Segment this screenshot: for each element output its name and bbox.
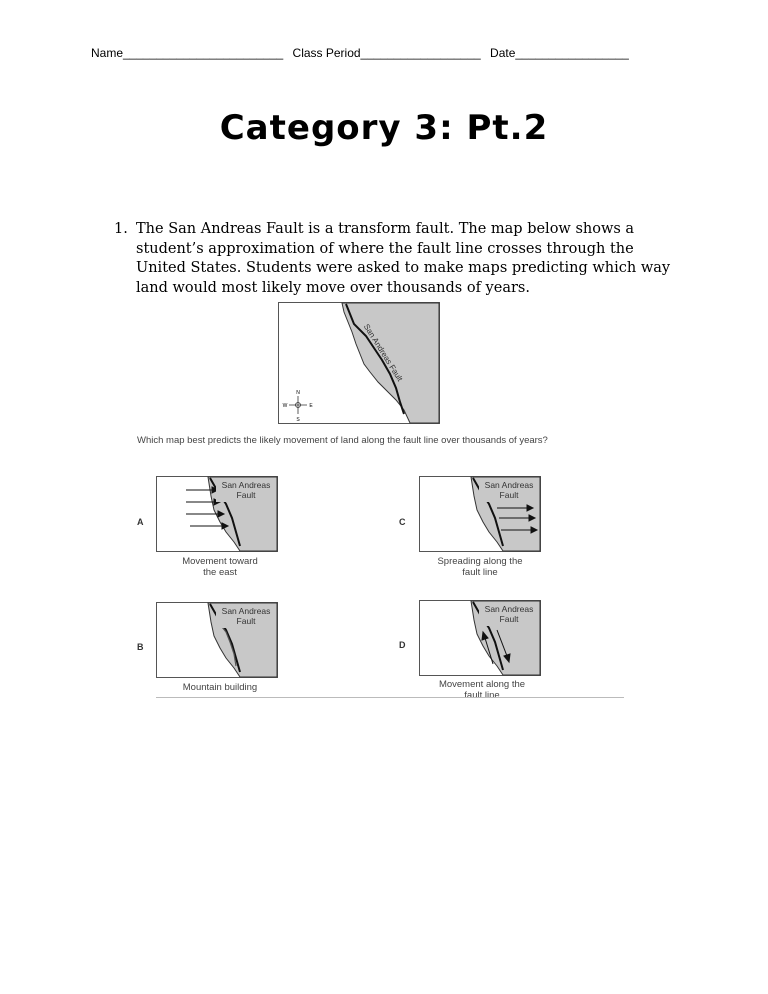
- compass-s: S: [296, 417, 300, 423]
- choice-b-map-label-1: San Andreas: [221, 606, 271, 616]
- choice-a-caption: [150, 556, 290, 578]
- choice-c-map-label-2: Fault: [499, 490, 519, 500]
- name-field-label: Name________________________: [91, 46, 284, 60]
- question-1: [114, 220, 674, 298]
- compass-w: W: [282, 403, 288, 409]
- page-title: Category 3: Pt.2: [219, 108, 549, 148]
- question-text: The San Andreas Fault is a transform fault. The map below shows a student’s approximation of where the fault line crosses through the United States. Students were asked to make maps predicting which way land would most likely move over thousands of years.: [136, 221, 671, 296]
- choice-b-caption: [150, 682, 290, 693]
- choice-c-caption-line-1: Spreading along the: [437, 556, 523, 567]
- choice-d-caption-line-1: Movement along the: [438, 679, 526, 690]
- choice-c-caption-line-2: fault line: [462, 567, 498, 578]
- compass-n: N: [296, 390, 300, 396]
- choice-d-letter: D: [399, 640, 406, 650]
- divider-line: [156, 697, 624, 698]
- choice-c-caption: [410, 556, 550, 578]
- class-period-field-label: Class Period__________________: [292, 46, 481, 60]
- choice-d-caption-line-2: fault line: [464, 690, 500, 701]
- choice-d-map-label-1: San Andreas: [484, 604, 534, 614]
- choice-a-letter: A: [137, 517, 144, 527]
- header-fields: [91, 46, 691, 60]
- choice-b-letter: B: [137, 642, 144, 652]
- choice-a-caption-line-1: Movement toward: [182, 556, 258, 567]
- choice-a-caption-line-2: the east: [203, 567, 237, 578]
- choice-prompt: Which map best predicts the likely movement of land along the fault line over thousands of years?: [137, 435, 548, 446]
- date-field-label: Date_________________: [490, 46, 629, 60]
- choice-b-map-label-2: Fault: [236, 616, 256, 626]
- choice-c-map: [419, 476, 541, 552]
- choice-b-caption-line-1: Mountain building: [182, 682, 258, 693]
- compass-e: E: [309, 403, 313, 409]
- top-fault-map: [278, 302, 440, 424]
- top-map-fault-label: San Andreas Fault: [361, 322, 405, 383]
- choice-c-map-label-1: San Andreas: [484, 480, 534, 490]
- question-number: 1.: [114, 221, 128, 237]
- choice-a-map-label-2: Fault: [236, 490, 256, 500]
- choice-c-letter: C: [399, 517, 406, 527]
- choice-d-map-label-2: Fault: [499, 614, 519, 624]
- choice-d-map: [419, 600, 541, 676]
- choice-b-map: [156, 602, 278, 678]
- choice-a-map-label-1: San Andreas: [221, 480, 271, 490]
- choice-a-map: [156, 476, 278, 552]
